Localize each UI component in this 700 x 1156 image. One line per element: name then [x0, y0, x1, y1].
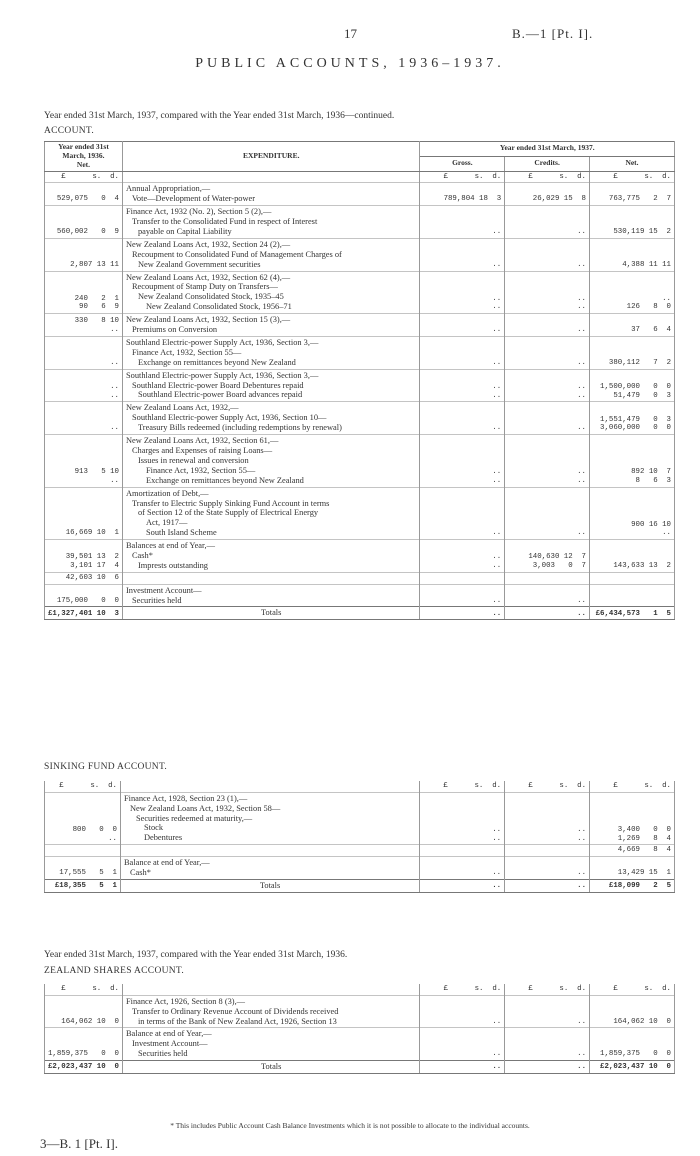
lsd-label: £ s. d. [505, 171, 590, 183]
gross: .. .. [420, 435, 505, 488]
description [120, 792, 419, 845]
credits: .. [505, 584, 590, 607]
bottom-reference: 3—B. 1 [Pt. I]. [40, 1136, 118, 1151]
sinking-fund-table [44, 781, 675, 893]
description [122, 336, 420, 369]
lsd-label: £ s. d. [420, 171, 505, 183]
description [122, 314, 420, 337]
credits: 140,630 12 7 3,003 0 7 [505, 540, 590, 573]
description-line: Issues in renewal and conversion [137, 455, 249, 465]
credits [505, 572, 590, 584]
description [122, 995, 420, 1028]
description-line: South Island Scheme [145, 528, 217, 538]
net-1936: 2,807 13 11 [45, 238, 123, 271]
credits: .. [505, 857, 590, 880]
description-line: New Zealand Government securities [137, 259, 261, 269]
totals-row [45, 879, 675, 892]
lsd-label: £ s. d. [420, 781, 505, 792]
net-1936: 164,062 10 0 [45, 995, 123, 1028]
table-row [45, 572, 675, 584]
table-row [45, 402, 675, 435]
lsd-spacer [122, 171, 420, 183]
net-1936: 175,000 0 0 [45, 584, 123, 607]
description-line: Stock [143, 823, 164, 833]
totals-net: £18,099 2 5 [590, 879, 675, 892]
net-1936: 1,859,375 0 0 [45, 1028, 123, 1061]
lsd-label: £ s. d. [420, 984, 505, 995]
credits: .. [505, 238, 590, 271]
description-line: New Zealand Loans Act, 1932, Section 61,— [125, 436, 279, 446]
description-line: New Zealand Loans Act, 1932,— [125, 403, 239, 413]
description-line: Southland Electric-power Supply Act, 1936, Section 10— [131, 413, 327, 423]
table-row [45, 857, 675, 880]
table-row [45, 336, 675, 369]
net-1936 [45, 845, 121, 857]
description-line: Finance Act, 1932 (No. 2), Section 5 (2),— [125, 207, 272, 217]
description-line: Exchange on remittances beyond New Zealand [137, 357, 296, 367]
description-line: Transfer to Electric Supply Sinking Fund Account in terms [131, 498, 330, 508]
section-title-account: ACCOUNT. [44, 126, 94, 136]
description [120, 857, 419, 880]
net-1936: 16,669 10 1 [45, 487, 123, 540]
totals-credits: .. [505, 607, 590, 620]
credits [505, 845, 590, 857]
gross: .. [420, 336, 505, 369]
description-line: Imprests outstanding [137, 560, 208, 570]
totals-net-1936: £2,023,437 10 0 [45, 1061, 123, 1074]
lsd-label: £ s. d. [45, 781, 121, 792]
description [122, 584, 420, 607]
totals-label: Totals [120, 879, 419, 892]
net-1936: 17,555 5 1 [45, 857, 121, 880]
description-line: payable on Capital Liability [137, 226, 232, 236]
table-row [45, 845, 675, 857]
lsd-row [45, 781, 675, 792]
net-1937: 13,429 15 1 [590, 857, 675, 880]
description-line: Southland Electric-power Board advances repaid [137, 390, 303, 400]
totals-net: £6,434,573 1 5 [590, 607, 675, 620]
header-gross: Gross. [420, 156, 505, 171]
totals-label: Totals [122, 1061, 420, 1074]
subtitle-2: Year ended 31st March, 1937, compared with the Year ended 31st March, 1936. [44, 950, 348, 960]
net-1937: 900 16 10 .. [590, 487, 675, 540]
net-1936: 330 8 10 .. [45, 314, 123, 337]
description-line: Securities redeemed at maturity,— [135, 813, 253, 823]
description-line: Southland Electric-power Supply Act, 1936, Section 3,— [125, 370, 319, 380]
description [122, 206, 420, 239]
description [122, 1028, 420, 1061]
header-expenditure: EXPENDITURE. [122, 142, 420, 172]
table-row [45, 206, 675, 239]
gross: .. [420, 995, 505, 1028]
description-line: Southland Electric-power Supply Act, 1936, Section 3,— [125, 337, 319, 347]
description [122, 435, 420, 488]
description [122, 402, 420, 435]
header-year-1937: Year ended 31st March, 1937. [420, 142, 675, 157]
credits: 26,029 15 8 [505, 183, 590, 206]
description-line: Charges and Expenses of raising Loans— [131, 446, 273, 456]
description-line: New Zealand Loans Act, 1932, Section 24 (2),— [125, 239, 291, 249]
net-1937 [590, 572, 675, 584]
description-line: Finance Act, 1926, Section 8 (3),— [125, 996, 246, 1006]
net-1937 [590, 584, 675, 607]
totals-net: £2,023,437 10 0 [590, 1061, 675, 1074]
description-line: Balance at end of Year,— [123, 858, 210, 867]
net-1936: 913 5 10 .. [45, 435, 123, 488]
header-credits: Credits. [505, 156, 590, 171]
net-1937: 763,775 2 7 [590, 183, 675, 206]
description-line: Amortization of Debt,— [125, 488, 209, 498]
description-line: New Zealand Consolidated Stock, 1935–45 [137, 292, 284, 302]
description-line: Finance Act, 1932, Section 55— [145, 465, 256, 475]
totals-credits: .. [505, 1061, 590, 1074]
table-row [45, 487, 675, 540]
description-line: New Zealand Loans Act, 1932, Section 62 (4),— [125, 272, 291, 282]
description-line: Balances at end of Year,— [125, 541, 215, 551]
page-number: 17 [344, 26, 357, 41]
description-line: Exchange on remittances beyond New Zealand [145, 475, 304, 485]
net-1936: 560,002 0 9 [45, 206, 123, 239]
subtitle: Year ended 31st March, 1937, compared with the Year ended 31st March, 1936—continued. [44, 111, 395, 121]
net-1936: .. [45, 402, 123, 435]
net-1936: .. [45, 336, 123, 369]
description-line: Premiums on Conversion [131, 325, 218, 335]
description-line: Annual Appropriation,— [125, 184, 211, 194]
gross: .. .. [420, 271, 505, 314]
net-1937: .. 126 8 0 [590, 271, 675, 314]
description-line: Finance Act, 1932, Section 55— [131, 347, 242, 357]
gross: .. [420, 206, 505, 239]
totals-gross: .. [420, 607, 505, 620]
credits: .. .. [505, 369, 590, 402]
description-line: Recoupment of Stamp Duty on Transfers— [131, 282, 278, 292]
table-row [45, 540, 675, 573]
table-row [45, 183, 675, 206]
lsd-spacer [120, 781, 419, 792]
credits: .. [505, 206, 590, 239]
description-line: Finance Act, 1928, Section 23 (1),— [123, 793, 248, 803]
description [122, 487, 420, 540]
credits: .. [505, 314, 590, 337]
credits: .. [505, 995, 590, 1028]
description-line: Cash* [129, 867, 151, 877]
totals-credits: .. [505, 879, 590, 892]
description-line: Transfer to the Consolidated Fund in respect of Interest [131, 216, 318, 226]
lsd-label: £ s. d. [590, 781, 675, 792]
description-line: of Section 12 of the State Supply of Electrical Energy [137, 508, 319, 518]
net-1936: 39,501 13 2 3,101 17 4 [45, 540, 123, 573]
description [122, 271, 420, 314]
net-1937: 1,500,000 0 0 51,479 0 3 [590, 369, 675, 402]
description-line: Investment Account— [131, 1039, 208, 1049]
gross: 789,804 18 3 [420, 183, 505, 206]
gross: .. [420, 487, 505, 540]
net-1937: 164,062 10 0 [590, 995, 675, 1028]
description-line: Debentures [143, 833, 183, 843]
totals-net-1936: £1,327,401 10 3 [45, 607, 123, 620]
lsd-label: £ s. d. [505, 984, 590, 995]
gross: .. [420, 857, 505, 880]
credits: .. .. [505, 435, 590, 488]
description-line: Securities held [131, 595, 182, 605]
lsd-row [45, 984, 675, 995]
net-1936: 240 2 1 90 6 9 [45, 271, 123, 314]
net-1936: 42,603 10 6 [45, 572, 123, 584]
lsd-row [45, 171, 675, 183]
net-1936: 800 0 0 .. [45, 792, 121, 845]
table-row [45, 584, 675, 607]
net-1937: 143,633 13 2 [590, 540, 675, 573]
net-1937: 37 6 4 [590, 314, 675, 337]
totals-net-1936: £18,355 5 1 [45, 879, 121, 892]
totals-gross: .. [420, 879, 505, 892]
credits: .. [505, 402, 590, 435]
header-net: Net. [590, 156, 675, 171]
totals-row [45, 1061, 675, 1074]
net-1937: 530,119 15 2 [590, 206, 675, 239]
credits: .. [505, 487, 590, 540]
page-title: PUBLIC ACCOUNTS, 1936–1937. [195, 56, 505, 71]
totals-label: Totals [122, 607, 420, 620]
net-1937: 1,551,479 0 3 3,060,000 0 0 [590, 402, 675, 435]
shares-account-table [44, 984, 675, 1074]
gross: .. [420, 584, 505, 607]
lsd-label: £ s. d. [590, 984, 675, 995]
description [122, 238, 420, 271]
description-line: Balance at end of Year,— [125, 1029, 212, 1039]
footnote: * This includes Public Account Cash Balance Investments which it is not possible to allocate to the individual accounts. [170, 1121, 530, 1130]
gross: .. [420, 402, 505, 435]
description-line: Southland Electric-power Board Debentures repaid [131, 380, 304, 390]
description-line: New Zealand Consolidated Stock, 1956–71 [145, 302, 292, 312]
lsd-label: £ s. d. [505, 781, 590, 792]
description [122, 183, 420, 206]
totals-row [45, 607, 675, 620]
table-row [45, 314, 675, 337]
description-line: Treasury Bills redeemed (including redemptions by renewal) [137, 423, 342, 433]
net-1937: 4,669 8 4 [590, 845, 675, 857]
credits: .. .. [505, 271, 590, 314]
gross [420, 845, 505, 857]
description-line: New Zealand Loans Act, 1932, Section 58— [129, 803, 281, 813]
header-year-1936: Year ended 31st March, 1936. Net. [45, 142, 123, 172]
net-1936: 529,075 0 4 [45, 183, 123, 206]
table-row [45, 1028, 675, 1061]
document-reference: B.—1 [Pt. I]. [512, 26, 594, 41]
lsd-label: £ s. d. [45, 171, 123, 183]
description [122, 369, 420, 402]
description-line: Securities held [137, 1049, 188, 1059]
lsd-label: £ s. d. [45, 984, 123, 995]
table-row [45, 792, 675, 845]
description-line: Vote—Development of Water-power [131, 194, 256, 204]
table-row [45, 435, 675, 488]
description-line: New Zealand Loans Act, 1932, Section 15 (3),— [125, 315, 291, 325]
gross: .. [420, 1028, 505, 1061]
totals-gross: .. [420, 1061, 505, 1074]
net-1937: 380,112 7 2 [590, 336, 675, 369]
credits: .. [505, 336, 590, 369]
net-1937: 3,400 0 0 1,269 8 4 [590, 792, 675, 845]
expenditure-table [44, 141, 675, 620]
gross: .. [420, 238, 505, 271]
section-title-shares: ZEALAND SHARES ACCOUNT. [44, 966, 184, 976]
lsd-label: £ s. d. [590, 171, 675, 183]
description [122, 540, 420, 573]
net-1937: 1,859,375 0 0 [590, 1028, 675, 1061]
section-title-sinking-fund: SINKING FUND ACCOUNT. [44, 762, 168, 772]
table-row [45, 238, 675, 271]
net-1937: 892 10 7 8 6 3 [590, 435, 675, 488]
net-1937: 4,388 11 11 [590, 238, 675, 271]
description-line: Transfer to Ordinary Revenue Account of Dividends received [131, 1006, 339, 1016]
credits: .. [505, 1028, 590, 1061]
table-row [45, 995, 675, 1028]
description-line: in terms of the Bank of New Zealand Act, 1926, Section 13 [137, 1016, 337, 1026]
gross: .. .. [420, 369, 505, 402]
gross: .. [420, 314, 505, 337]
description [120, 845, 419, 857]
description-line: Cash* [131, 551, 153, 561]
gross [420, 572, 505, 584]
net-1936: .. .. [45, 369, 123, 402]
credits: .. .. [505, 792, 590, 845]
lsd-spacer [122, 984, 420, 995]
gross: .. .. [420, 792, 505, 845]
description-line: Recoupment to Consolidated Fund of Management Charges of [131, 249, 342, 259]
description-line: Act, 1917— [145, 518, 188, 528]
description-line: Investment Account— [125, 585, 202, 595]
gross: .. .. [420, 540, 505, 573]
description [122, 572, 420, 584]
table-row [45, 271, 675, 314]
table-row [45, 369, 675, 402]
